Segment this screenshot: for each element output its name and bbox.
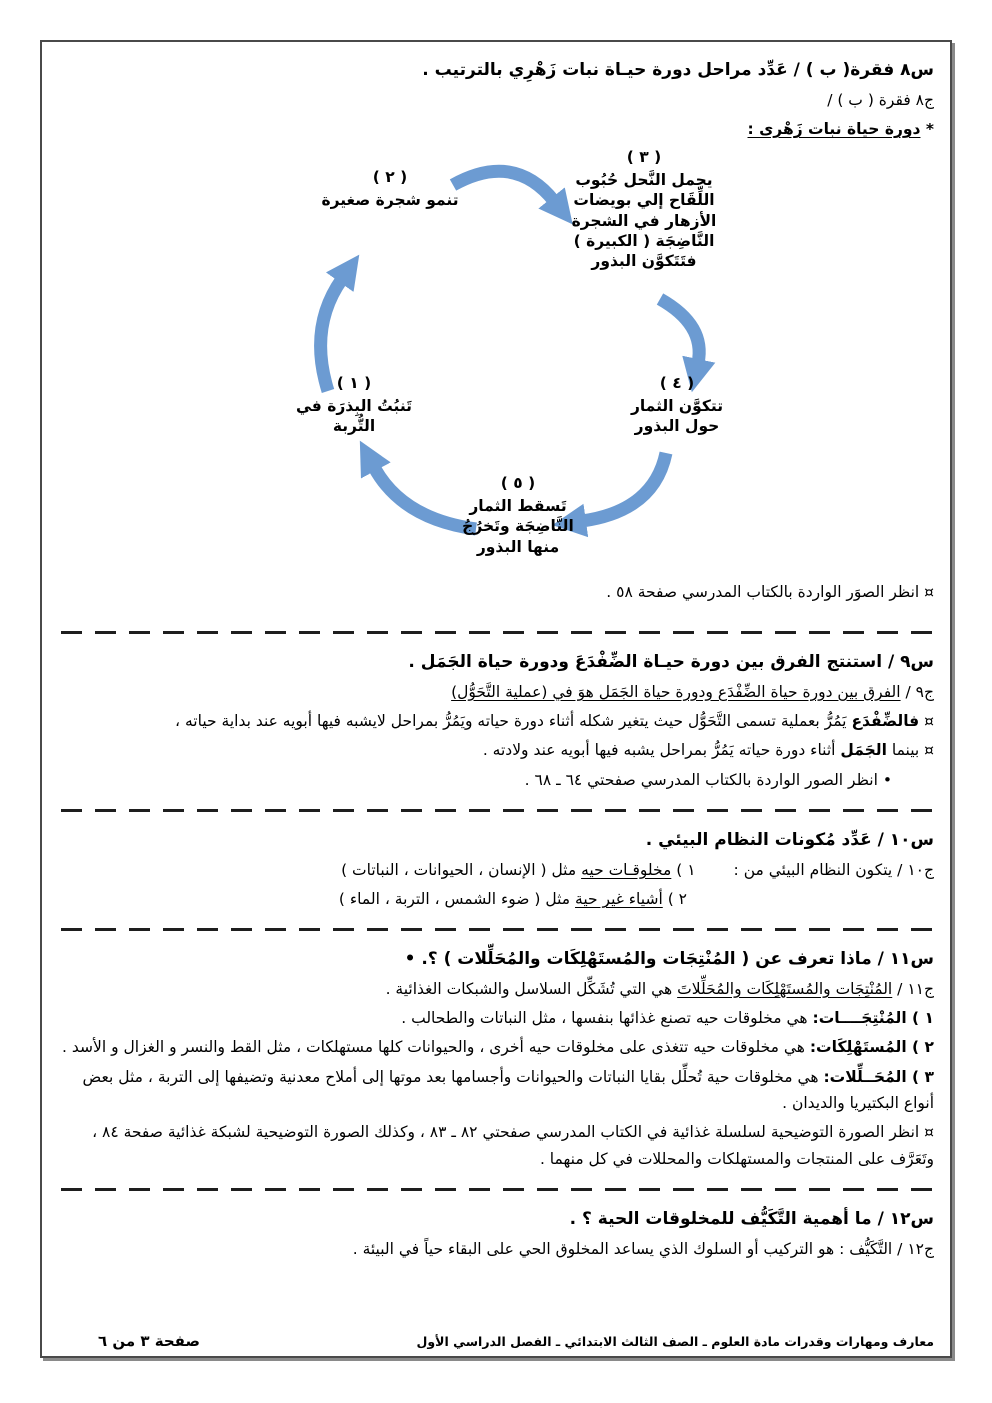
q12-section [58,1207,934,1262]
q8-section [58,58,934,615]
q11-item2-term: المُستَهْلِكَات: [809,1038,907,1057]
q10-item1-term: مخلوقـات حيه [581,860,672,879]
cycle-title-text: دورة حياة نبات زَهْرى : [747,119,921,138]
q11-note: ¤ انظر الصورة التوضيحية لسلسلة غذائية في الكتاب المدرسي صفحتي ٨٢ ـ ٨٣ ، وكذلك الصورة التوضيحية لشبكة غذائية صفحة ٨٤ ، وتَعَرَّف على المنتجات والمستهلكات والمحللات في كل منهما . [92,1123,934,1168]
page-frame [40,40,952,1358]
q11-item3-number: ٣ ) [906,1067,934,1086]
stage-5-number: ( ٥ ) [500,474,536,493]
q11-item2-number: ٢ ) [906,1038,934,1057]
q10-question: س١٠ / عَدِّد مُكونات النظام البيئي . [645,830,934,851]
q10-item2-number: ٢ ) [662,889,687,908]
arrow-stage3-to-stage4-icon [660,299,699,363]
q10-item2-term: أشياء غير حية [575,889,663,908]
q11-item1-term: المُنْتِجَــــات: [812,1009,907,1028]
q9-point1-bullet: ¤ [919,712,934,731]
q9-point2-bullet: ¤ بينما [886,741,934,760]
q8-note: ¤ انظر الصوَر الواردة بالكتاب المدرسي صفحة ٥٨ . [606,583,934,602]
q10-item-1 [341,857,695,883]
footer-course-title: معارف ومهارات وقدرات مادة العلوم ـ الصف الثالث الابتدائي ـ الفصل الدراسي الأول [416,1333,934,1349]
q11-decomposers-definition [58,1064,934,1117]
q10-item-2 [58,886,687,912]
page-footer [58,1332,934,1350]
dashed-divider [60,809,932,812]
arrow-stage4-to-stage5-icon [582,453,666,521]
stage-1-number: ( ١ ) [336,374,372,393]
q9-point-frog [58,708,934,734]
q9-question: س٩ / استنتج الفرق بين دورة حيـاة الضِّفْدَعَ ودورة حياة الجَمَل . [408,652,934,673]
q9-point1-text: يَمُرُّ بعملية تسمى التَّحَوُّل حيث يتغير شكله أثناء دورة حياته ويَمُرُّ بمراحل لايشبه فيها أبويه عند بداية حياته ، [175,712,852,731]
q10-answer-prefix: ج١٠ / يتكون النظام البيئي من : [733,860,934,879]
q11-item1-text: هي مخلوقات حيه تصنع غذائها بنفسها ، مثل النباتات والطحالب . [401,1009,813,1028]
dashed-divider [60,631,932,634]
q9-point2-term: الجَمَل [840,741,887,760]
q11-answer-rest: هي التي تُشَكِّل السلاسل والشبكات الغذائية . [385,979,678,998]
stage-3-number: ( ٣ ) [626,148,662,167]
stage-3-text: يحمل النَّحل حُبُوب اللِّقَاح إلي بويضات الأزهار في الشجرة النَّاضِجَة ( الكبيرة ) فتَتَكوَّن البذور [571,170,717,271]
q9-point2-text: أثناء دورة حياته يَمُرُّ بمراحل يشبه فيها أبويه عند ولادته . [482,741,841,760]
q11-item3-text: هي مخلوقات حية تُحلِّل بقايا النباتات والحيوانات وأجسامها بعد موتها إلى أملاح معدنية وتضيفها إلى التربة ، مثل بعض أنواع البكتيريا والديدان . [82,1067,934,1113]
q10-item1-number: ١ ) [671,860,696,879]
q11-question: س١١ / ماذا تعرف عن ( المُنْتِجَات والمُستَهْلِكَات والمُحَلِّلات ) ؟. • [404,949,934,970]
stage-2-text: تنمو شجرة صغيرة [321,190,459,209]
q8-cycle-title [58,116,934,142]
q8-answer-label: ج٨ فقرة ( ب ) / [827,90,934,109]
footer-page-number: صفحة ٣ من ٦ [98,1332,200,1350]
q11-answer-prefix: ج١١ / [892,979,934,998]
q9-point1-term: فالضِّفْدَع [851,712,920,731]
q11-producers-definition [58,1005,934,1031]
q10-item2-text: مثل ( ضوء الشمس ، التربة ، الماء ) [338,889,576,908]
arrow-stage2-to-stage3-icon [453,171,554,201]
q10-answer-row [58,857,934,883]
q9-point-camel [58,737,934,763]
q9-section [58,650,934,793]
stage-4 [614,373,740,436]
q11-item2-text: هي مخلوقات حيه تتغذى على مخلوقات حيه أخرى ، والحيوانات كلها مستهلكات ، مثل القط والنسر و الغزال و الأسد . [62,1038,810,1057]
q9-answer [58,679,934,705]
dashed-divider [60,928,932,931]
q12-answer: ج١٢ / التَّكَيُّف : هو التركيب أو السلوك الذي يساعد المخلوق الحي على البقاء حياً في البيئة . [352,1239,934,1258]
stage-5 [454,473,582,557]
q11-section [58,947,934,1172]
stage-3 [558,147,730,272]
stage-1 [280,373,428,436]
plant-life-cycle-diagram [58,145,934,615]
cycle-title-prefix: * [920,119,934,138]
stage-1-text: تَنبُتُ البِذرَة في التُّربة [296,396,412,436]
stage-4-number: ( ٤ ) [659,374,695,393]
q10-item1-text: مثل ( الإنسان ، الحيوانات ، النباتات ) [341,860,582,879]
q10-section [58,828,934,912]
q11-consumers-definition [58,1034,934,1060]
stage-2-number: ( ٢ ) [372,168,408,187]
q9-answer-prefix: ج٩ / [900,682,934,701]
dashed-divider [60,1188,932,1191]
q12-question: س١٢ / ما أهمية التَّكَيُّف للمخلوقات الحية ؟ . [569,1209,934,1230]
stage-4-text: تتكوَّن الثمار حول البذور [630,396,724,436]
q11-item1-number: ١ ) [906,1009,934,1028]
q11-answer [58,976,934,1002]
q8-question: س٨ فقرة( ب ) / عَدِّد مراحل دورة حيـاة نبات زَهْرِي بالترتيب . [422,60,934,80]
stage-5-text: تَسقط الثمار النَّاضِجَة وتَخرُجُ منها البذور [462,496,574,556]
q11-item3-term: المُحَــلِّلات: [823,1067,907,1086]
stage-2 [320,167,460,210]
q11-answer-underlined: المُنْتِجَات والمُستَهْلِكَات والمُحَلِّلاتَ [677,979,893,998]
q9-answer-underlined: الفرق بين دورة حياة الضِّفْدَع ودورة حياة الجَمَل هوَ في (عملية التَّحَوُّل) [451,682,901,701]
q9-note: • انظر الصور الواردة بالكتاب المدرسي صفحتي ٦٤ ـ ٦٨ . [524,770,892,789]
